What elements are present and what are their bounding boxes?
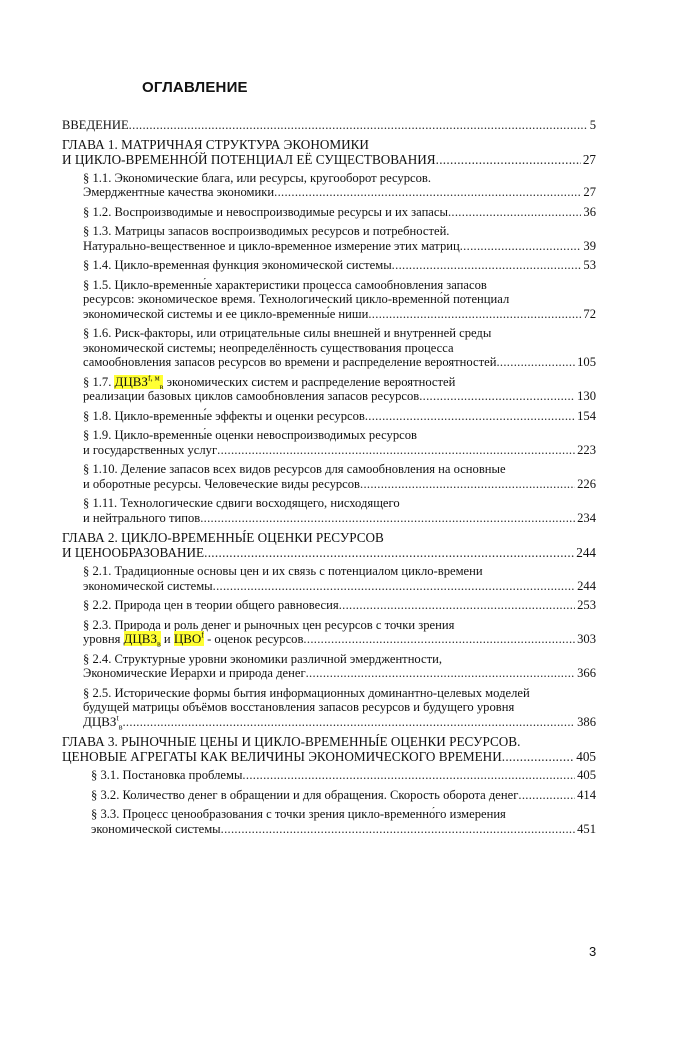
symbol-base: ДЦВЗ [83,713,117,729]
entry-title: и государственных услуг [83,442,218,457]
entry-title: § 3.1. Постановка проблемы [91,768,243,782]
entry-title: и оборотные ресурсы. Человеческие виды ресурсов [83,476,361,491]
entry-page-number: 72 [583,306,596,321]
entry-title: ЦЕНОВЫЕ АГРЕГАТЫ КАК ВЕЛИЧИНЫ ЭКОНОМИЧЕСКОГО ВРЕМЕНИ [62,749,502,764]
entry-title: экономической системы [83,578,213,593]
leader-dots [392,258,582,273]
entry-page-number: 130 [577,389,596,403]
leader-dots [339,598,575,613]
entry-text: и [160,632,174,646]
entry-line: ГЛАВА 3. РЫНОЧНЫЕ ЦЕНЫ И ЦИКЛО-ВРЕМЕННЫ́Е ОЦЕНКИ РЕСУРСОВ. [62,734,521,749]
entry-title: Эмерджентные качества экономики [83,185,275,199]
entry-page-number: 36 [583,204,596,219]
toc-entry-section-1-2[interactable] [83,205,596,220]
symbol-superscript: f, м [147,374,160,383]
leader-dots [129,118,588,133]
entry-title: и нейтрального типов [83,510,201,525]
entry-line: § 1.6. Риск-факторы, или отрицательные силы внешней и внутренней среды [83,326,492,340]
leader-dots [303,632,575,647]
symbol-subscript: в [159,382,164,389]
toc-entry-section-2-3[interactable] [83,618,596,647]
entry-title: экономической системы и ее цикло-временны́е ниши [83,306,369,321]
toc-entry-section-1-6[interactable] [83,326,596,370]
leader-dots [448,205,581,220]
leader-dots [221,822,575,837]
toc-entry-section-1-4[interactable] [83,258,596,273]
entry-page-number: 405 [577,768,596,782]
toc-entry-section-1-8[interactable] [83,409,596,424]
entry-line [83,375,596,390]
toc-entry-section-1-1[interactable] [83,171,596,200]
toc-entry-introduction[interactable] [62,118,596,133]
entry-line: экономической системы; неопределённость существования процесса [83,340,454,355]
toc-entry-section-3-3[interactable] [91,807,596,836]
dcvz-symbol-highlight [123,631,161,649]
entry-text: - оценок ресурсов [203,632,304,646]
leader-dots [419,389,575,404]
entry-page-number: 386 [577,714,596,729]
entry-title: § 1.2. Воспроизводимые и невоспроизводимые ресурсы и их запасы [83,204,448,219]
symbol-base: ДЦВЗ [114,374,148,389]
leader-dots [242,768,575,783]
leader-dots [122,715,575,730]
leader-dots [518,788,575,803]
toc-entry-section-3-2[interactable] [91,788,596,803]
toc-entry-chapter-3[interactable] [62,734,596,764]
entry-page-number: 27 [583,185,596,199]
entry-page-number: 244 [577,578,596,593]
page-number: 3 [589,944,597,959]
entry-title: И ЦЕНООБРАЗОВАНИЕ [62,545,205,560]
leader-dots [436,152,581,167]
symbol-subscript: в [156,639,161,649]
entry-line: § 2.3. Природа и роль денег и рыночных цен ресурсов с точки зрения [83,617,455,632]
entry-line: § 2.1. Традиционные основы цен и их связь с потенциалом цикло-времени [83,564,483,578]
toc-entry-chapter-2[interactable] [62,530,596,560]
toc-entry-section-2-1[interactable] [83,564,596,593]
entry-line: ГЛАВА 1. МАТРИЧНАЯ СТРУКТУРА ЭКОНОМИКИ [62,136,369,152]
entry-page-number: 366 [577,666,596,680]
entry-title: Экономические Иерархи и природа денег [83,666,306,680]
entry-title [83,632,303,647]
entry-page-number: 5 [589,118,596,132]
table-of-contents [62,118,596,841]
toc-entry-section-1-5[interactable] [83,278,596,322]
leader-dots [502,749,574,764]
entry-prefix: § 1.7. [83,374,115,389]
entry-line: § 1.10. Деление запасов всех видов ресурсов для самообновления на основные [83,462,506,476]
entry-title: Натурально-вещественное и цикло-временное измерение этих матриц [83,238,460,253]
leader-dots [306,666,576,681]
toc-entry-section-1-10[interactable] [83,462,596,491]
entry-line: будущей матрицы объёмов восстановления запасов ресурсов и будущего уровня [83,700,515,714]
entry-line: ресурсов: экономическое время. Технологический цикло-временно́й потенциал [83,292,510,306]
toc-entry-section-2-5[interactable] [83,686,596,730]
leader-dots [360,477,575,492]
entry-line: § 1.9. Цикло-временны́е оценки невоспроизводимых ресурсов [83,428,417,442]
entry-title: ВВЕДЕНИЕ [62,118,129,132]
entry-page-number: 226 [577,476,596,491]
toc-entry-section-2-4[interactable] [83,652,596,681]
entry-page-number: 244 [576,545,596,560]
entry-page-number: 223 [577,442,596,457]
entry-page-number: 414 [577,787,596,802]
entry-title: § 1.4. Цикло-временная функция экономической системы [83,258,392,272]
toc-entry-section-1-7[interactable] [83,375,596,404]
leader-dots [204,545,574,560]
leader-dots [496,355,575,370]
entry-line: ГЛАВА 2. ЦИКЛО-ВРЕМЕННЫ́Е ОЦЕНКИ РЕСУРСОВ [62,530,384,545]
entry-page-number: 39 [583,238,596,253]
symbol-base: ЦВО [173,631,202,646]
entry-page-number: 27 [582,151,596,167]
symbol-subscript: в [118,722,123,732]
leader-dots [368,307,581,322]
symbol-superscript: t [116,713,119,723]
entry-line: § 2.4. Структурные уровни экономики различной эмерджентности, [83,651,443,666]
entry-title: реализации базовых циклов самообновления запасов ресурсов [83,389,420,403]
cvo-symbol-highlight [174,631,204,646]
toc-entry-section-1-11[interactable] [83,496,596,525]
entry-page-number: 53 [583,258,596,272]
toc-entry-section-3-1[interactable] [91,768,596,783]
entry-page-number: 253 [577,598,596,612]
leader-dots [365,409,575,424]
leader-dots [274,185,581,200]
entry-line: § 1.11. Технологические сдвиги восходящего, нисходящего [83,496,400,510]
entry-text: уровня [83,632,124,646]
leader-dots [460,239,582,254]
entry-line: § 3.3. Процесс ценообразования с точки зрения цикло-временно́го измерения [91,807,506,821]
entry-line: § 1.3. Матрицы запасов воспроизводимых ресурсов и потребностей. [83,224,450,238]
entry-title: самообновления запасов ресурсов во времени и распределение вероятностей [83,355,497,369]
entry-title: экономической системы [91,821,221,836]
entry-line: § 2.5. Исторические формы бытия информационных доминантно-целевых моделей [83,685,530,700]
toc-entry-chapter-1[interactable] [62,137,596,167]
leader-dots [200,511,575,526]
leader-dots [217,443,575,458]
symbol-base: ДЦВЗ [123,631,157,646]
entry-line: § 1.5. Цикло-временны́е характеристики процесса самообновления запасов [83,277,487,292]
toc-heading: ОГЛАВЛЕНИЕ [142,79,248,96]
entry-text: экономических систем и распределение вероятностей [163,374,456,389]
toc-entry-section-1-3[interactable] [83,224,596,253]
toc-entry-section-2-2[interactable] [83,598,596,613]
symbol-superscript: f [201,630,204,640]
entry-page-number: 105 [577,355,596,369]
entry-title: § 3.2. Количество денег в обращении и для обращения. Скорость оборота денег [91,787,519,802]
entry-title: И ЦИКЛО-ВРЕМЕННО́Й ПОТЕНЦИАЛ ЕЁ СУЩЕСТВОВАНИЯ [62,151,436,167]
dcvz-symbol-highlight [114,375,163,389]
entry-page-number: 234 [577,510,596,525]
entry-title: § 2.2. Природа цен в теории общего равновесия [83,598,339,612]
entry-page-number: 154 [577,408,596,423]
entry-page-number: 303 [577,632,596,646]
entry-line: § 1.1. Экономические блага, или ресурсы, кругооборот ресурсов. [83,170,431,185]
leader-dots [213,579,575,594]
entry-page-number: 405 [576,749,596,764]
entry-page-number: 451 [577,821,596,836]
toc-entry-section-1-9[interactable] [83,428,596,457]
entry-title [83,715,122,730]
entry-title: § 1.8. Цикло-временны́е эффекты и оценки ресурсов [83,408,365,423]
